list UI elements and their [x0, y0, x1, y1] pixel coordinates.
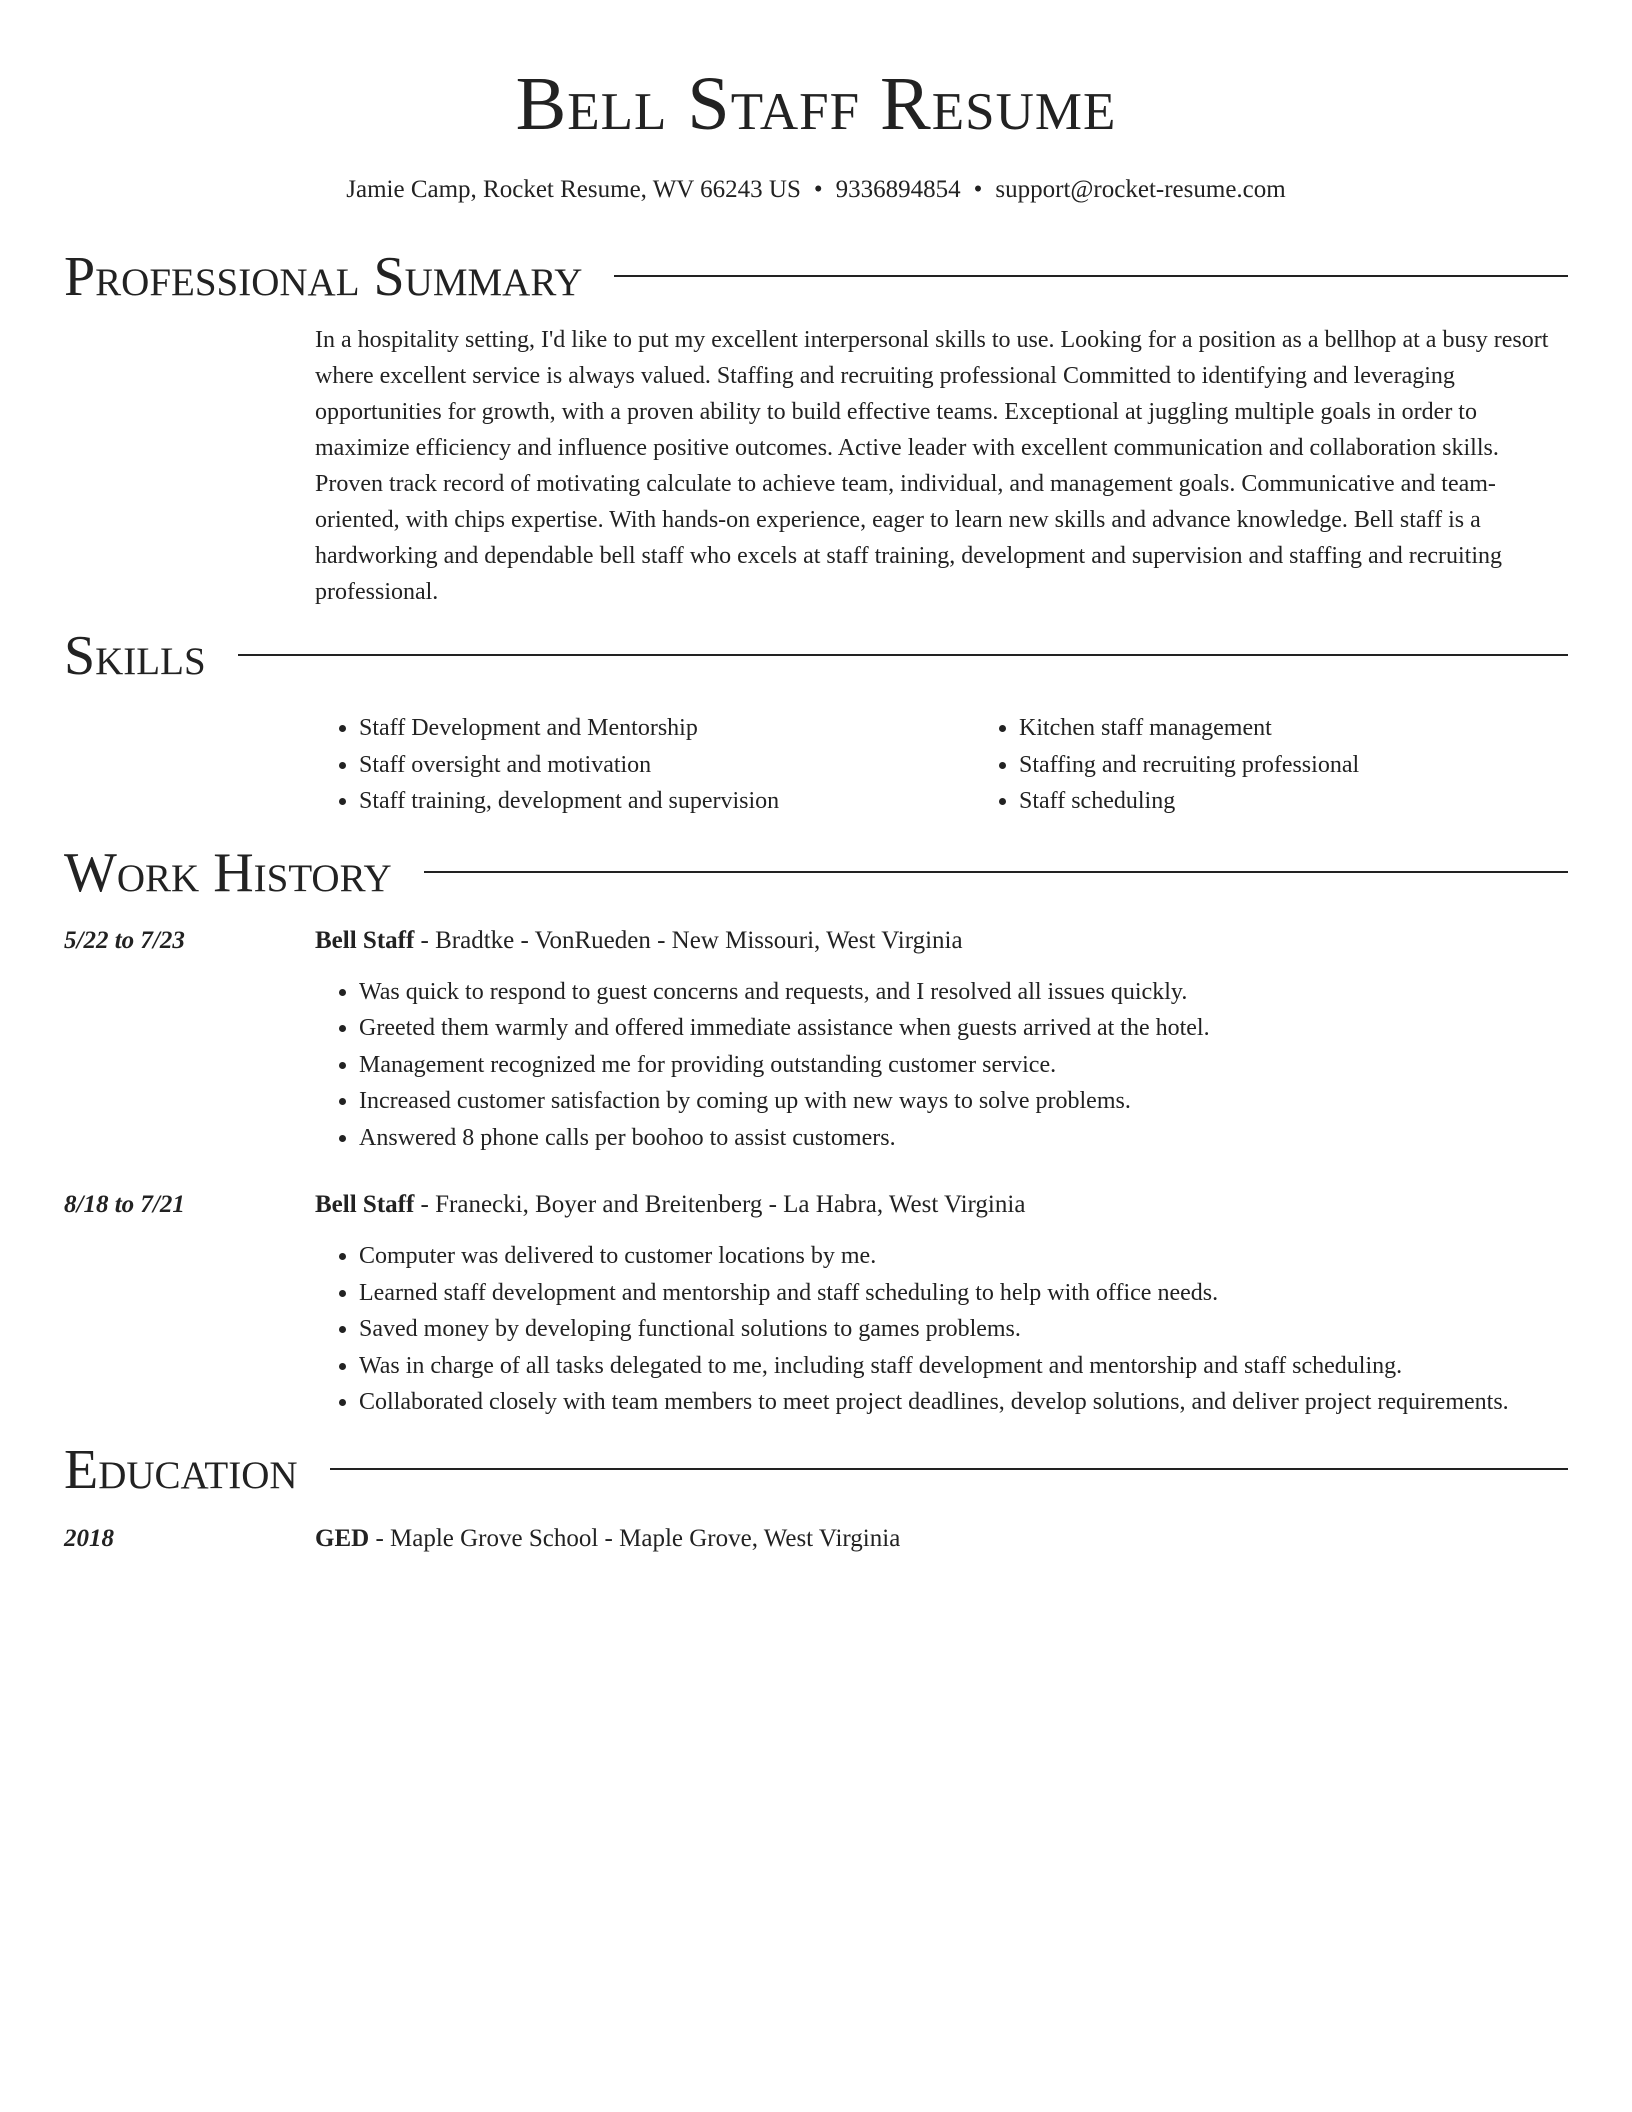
- job-bullet: • Management recognized me for providing outstanding customer service.: [359, 1047, 1568, 1084]
- education-heading-line: [315, 1523, 1568, 1555]
- resume-title: Bell Staff Resume: [515, 62, 1117, 146]
- skills-list-left: [315, 710, 975, 820]
- skills-list-right: [975, 710, 1632, 820]
- job-entry: [64, 1189, 1568, 1421]
- job-bullet: • Was quick to respond to guest concerns and requests, and I resolved all issues quickly.: [359, 974, 1568, 1011]
- skill-item: • Staff Development and Mentorship: [359, 710, 975, 747]
- contact-email[interactable]: support@rocket-resume.com: [995, 176, 1286, 203]
- skill-item: • Staffing and recruiting professional: [1019, 747, 1632, 784]
- education-year: 2018: [64, 1524, 114, 1552]
- contact-address: Jamie Camp, Rocket Resume, WV 66243 US: [346, 176, 801, 203]
- summary-left-spacer: [64, 322, 315, 610]
- skills-section-header: [64, 623, 1568, 689]
- job-bullet: • Computer was delivered to customer locations by me.: [359, 1238, 1568, 1275]
- contact-phone: 9336894854: [835, 176, 961, 203]
- summary-heading: Professional Summary: [64, 246, 583, 308]
- job-bullet: • Saved money by developing functional solutions to games problems.: [359, 1311, 1568, 1348]
- education-heading: Education: [64, 1438, 298, 1501]
- job-title: Bell Staff: [315, 1191, 415, 1218]
- skill-item: • Staff training, development and supervision: [359, 783, 975, 820]
- skill-item: • Staff scheduling: [1019, 783, 1632, 820]
- education-details: - Maple Grove School - Maple Grove, West Virginia: [369, 1524, 901, 1552]
- job-bullet: • Collaborated closely with team members to meet project deadlines, develop solutions, and deliver project requirements.: [359, 1384, 1568, 1421]
- job-dates: 8/18 to 7/21: [64, 1191, 185, 1218]
- job-entry: [64, 925, 1568, 1157]
- job-bullet: • Increased customer satisfaction by coming up with new ways to solve problems.: [359, 1083, 1568, 1120]
- contact-line: [64, 174, 1568, 206]
- job-details: - Franecki, Boyer and Breitenberg - La Habra, West Virginia: [414, 1191, 1026, 1218]
- education-entry: [64, 1523, 1568, 1555]
- job-bullet: • Greeted them warmly and offered immediate assistance when guests arrived at the hotel.: [359, 1010, 1568, 1047]
- section-divider: [614, 275, 1568, 277]
- work-history-section-header: [64, 840, 1568, 906]
- education-degree: GED: [315, 1524, 370, 1552]
- contact-separator: •: [973, 176, 983, 203]
- section-divider: [238, 654, 1568, 656]
- contact-separator: •: [813, 176, 823, 203]
- job-bullet: • Learned staff development and mentorship and staff scheduling to help with office needs.: [359, 1275, 1568, 1312]
- job-heading: [315, 1189, 1568, 1221]
- job-bullets: [315, 1238, 1568, 1421]
- job-bullet: • Answered 8 phone calls per boohoo to assist customers.: [359, 1120, 1568, 1157]
- job-details: - Bradtke - VonRueden - New Missouri, West Virginia: [414, 926, 963, 954]
- skills-heading: Skills: [64, 625, 206, 687]
- skills-left-spacer: [64, 710, 315, 820]
- skill-item: • Kitchen staff management: [1019, 710, 1632, 747]
- summary-row: [64, 322, 1568, 610]
- skill-item: • Staff oversight and motivation: [359, 747, 975, 784]
- job-dates: 5/22 to 7/23: [64, 926, 185, 954]
- job-heading: [315, 925, 1568, 957]
- skills-row: [64, 710, 1568, 820]
- section-divider: [330, 1468, 1568, 1470]
- education-section-header: [64, 1437, 1568, 1503]
- resume-page: [64, 0, 1568, 1555]
- job-bullet: • Was in charge of all tasks delegated to me, including staff development and mentorship and staff scheduling.: [359, 1348, 1568, 1385]
- job-title: Bell Staff: [315, 926, 415, 954]
- job-bullets: [315, 974, 1568, 1157]
- summary-section-header: [64, 244, 1568, 310]
- summary-text: In a hospitality setting, I'd like to put my excellent interpersonal skills to use. Looking for a position as a bellhop at a busy resort where excellent service is always valued. Staffing and recruiting professional Committed to identifying and leveraging opportunities for growth, with a proven ability to build effective teams. Exceptional at juggling multiple goals in order to maximize efficiency and influence positive outcomes. Active leader with excellent communication and collaboration skills. Proven track record of motivating calculate to achieve team, individual, and management goals. Communicative and team-oriented, with chips expertise. With hands-on experience, eager to learn new skills and advance knowledge. Bell staff is a hardworking and dependable bell staff who excels at staff training, development and supervision and staffing and recruiting professional.: [315, 327, 1549, 605]
- section-divider: [424, 871, 1568, 873]
- work-history-heading: Work History: [64, 841, 392, 904]
- skills-grid: [315, 710, 1632, 820]
